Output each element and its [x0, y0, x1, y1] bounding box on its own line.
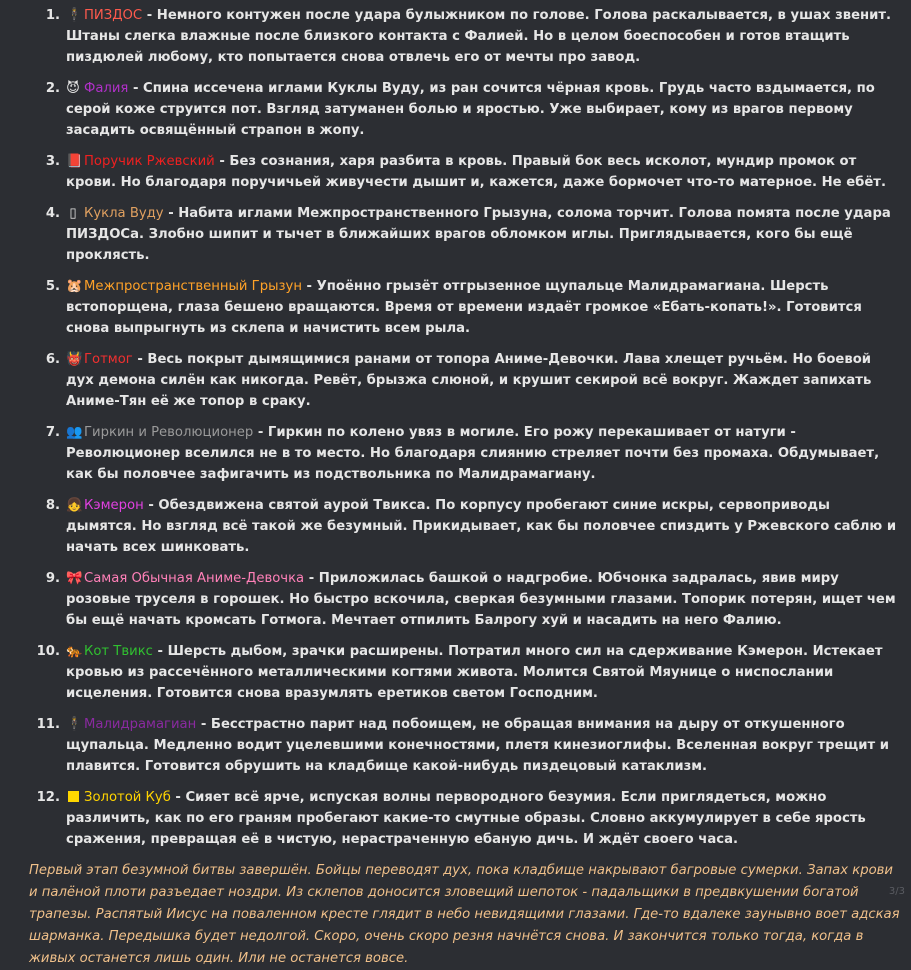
- fighter-status-text: - Обездвижена святой аурой Твикса. По корпусу пробегают синие искры, сервоприводы дымятся. Но взгляд всё такой же безумный. Прикидывает, как бы половчее спиздить у Ржевского саблю и начать всех шинковать.: [66, 498, 897, 555]
- fighter-entry: [45, 495, 899, 558]
- fighter-entry: [45, 568, 899, 631]
- fighter-status-text: - Немного контужен после удара булыжником по голове. Голова раскалывается, в ушах звенит. Штаны слегка влажные после близкого контакта с Фалией. Но в целом боеспособен и готов втащить пиздюлей любому, кто попытается снова отвлечь его от мечты про завод.: [66, 8, 892, 65]
- fighter-entry: [36, 714, 899, 777]
- fighter-name: Малидрамагиан: [84, 717, 197, 732]
- ogre-icon: 👹: [66, 352, 83, 367]
- fighter-status-text: - Без сознания, харя разбита в кровь. Правый бок весь исколот, мундир промок от крови. Но благодаря поручичьей живучести дышит и, кажется, даже бормочет что-то матерное. Не ебёт.: [66, 154, 886, 190]
- epilogue-paragraph: Первый этап безумной битвы завершён. Бойцы переводят дух, пока кладбище накрывают багровые сумерки. Запах крови и палёной плоти разъедает ноздри. Из склепов доносится зловещий шепоток - падальщики в предвкушении богатой трапезы. Распятый Иисус на поваленном кресте глядит в небо невидящими глазами. Где-то вдалеке заунывно воет адская шарманка. Передышка будет недолгой. Скоро, очень скоро резня начнётся снова. И закончится только тогда, когда в живых останется лишь один. Или не останется вовсе.: [29, 863, 900, 966]
- girl-icon: 👧: [66, 498, 83, 513]
- hamster-icon: 🐹: [66, 279, 83, 294]
- tiger-icon: 🐅: [66, 644, 83, 659]
- fighter-status-text: - Весь покрыт дымящимися ранами от топора Аниме-Девочки. Лава хлещет ручьём. Но боевой дух демона силён как никогда. Ревёт, брызжа слюной, и крушит секирой всё вокруг. Жаждет запихать Аниме-Тян её же топор в сраку.: [66, 352, 872, 409]
- fighter-entry: [45, 151, 899, 193]
- fighter-name: Гиркин и Революционер: [84, 425, 254, 440]
- fighter-status-text: - Сияет всё ярче, испуская волны первородного безумия. Если приглядеться, можно различить, как по его граням пробегают какие-то смутные образы. Словно аккумулирует в себе ярость сражения, превращая её в чистую, нерастраченную ебаную дичь. И ждёт своего часа.: [66, 790, 866, 847]
- page-counter[interactable]: 3/3: [888, 886, 905, 897]
- missing-glyph-icon: ▯: [69, 206, 77, 221]
- fighter-entry: [45, 422, 899, 485]
- fighter-name: Самая Обычная Аниме-Девочка: [84, 571, 305, 586]
- fighter-name: Фалия: [84, 81, 129, 96]
- entry-number: 10.: [36, 644, 60, 659]
- entry-number: 2.: [45, 81, 60, 96]
- fighter-entry: [36, 787, 899, 850]
- fighter-entry: [45, 276, 899, 339]
- two-people-icon: 👥: [66, 425, 83, 440]
- fighter-name: Межпространственный Грызун: [84, 279, 302, 294]
- book-icon: 📕: [66, 154, 83, 169]
- ribbon-icon: 🎀: [66, 571, 83, 586]
- entry-number: 4.: [45, 206, 60, 221]
- fighter-name: ПИЗДОС: [84, 8, 143, 23]
- man-in-suit-icon: 🕴: [66, 8, 83, 23]
- fighter-name: Поручик Ржевский: [84, 154, 215, 169]
- entry-number: 6.: [45, 352, 60, 367]
- entry-number: 12.: [36, 790, 60, 805]
- entry-number: 8.: [45, 498, 60, 513]
- fighter-name: Кэмерон: [84, 498, 144, 513]
- fighter-status-text: - Бесстрастно парит над побоищем, не обращая внимания на дыру от откушенного щупальца. Медленно водит уцелевшими конечностями, плетя кинезиоглифы. Вселенная вокруг трещит и плавится. Готовится обрушить на кладбище какой-нибудь пиздецовый катаклизм.: [66, 717, 889, 774]
- man-in-suit-icon: 🕴: [66, 717, 83, 732]
- entry-number: 7.: [45, 425, 60, 440]
- fighter-status-text: - Гиркин по колено увяз в могиле. Его рожу перекашивает от натуги - Революционер вселился не в то место. Но благодаря слиянию стреляет почти без промаха. Обдумывает, как бы половчее зафигачить из подствольника по Малидрамагиану.: [66, 425, 880, 482]
- entry-number: 5.: [45, 279, 60, 294]
- yellow-square-shape: [68, 791, 79, 802]
- fighter-status-text: - Набита иглами Межпространственного Грызуна, солома торчит. Голова помята после удара ПИЗДОСа. Злобно шипит и тычет в ближайших врагов обломком иглы. Приглядывается, кого бы ещё проклясть.: [66, 206, 891, 263]
- fighter-status-text: - Приложилась башкой о надгробие. Юбчонка задралась, явив миру розовые труселя в горошек. Но быстро вскочила, сверкая безумными глазами. Топорик потерян, ищет чем бы ещё начать кромсать Готмога. Мечтает отпилить Балрогу хуй и насадить на него Фалию.: [66, 571, 896, 628]
- entry-number: 3.: [45, 154, 60, 169]
- yellow-square-icon: [66, 787, 80, 808]
- fighter-name: Готмог: [84, 352, 133, 367]
- fighter-entry: [36, 641, 899, 704]
- fighter-entry: [45, 78, 899, 141]
- fighter-entry: [45, 5, 899, 68]
- fighter-status-text: - Спина иссечена иглами Куклы Вуду, из ран сочится чёрная кровь. Грудь часто вздымается, по серой коже струится пот. Взгляд затуманен болью и яростью. Уже выбирает, кому из врагов первому засадить освящённый страпон в жопу.: [66, 81, 875, 138]
- fighter-entry: [45, 203, 899, 266]
- fighter-list: [0, 5, 911, 850]
- fighter-name: Кукла Вуду: [84, 206, 164, 221]
- fighter-name: Золотой Куб: [84, 790, 171, 805]
- fighter-status-text: - Упоённо грызёт отгрызенное щупальце Малидрамагиана. Шерсть встопорщена, глаза бешено вращаются. Время от времени издаёт громкое «Ебать-копать!». Готовится снова выпрыгнуть из склепа и начистить всем рыла.: [66, 279, 862, 336]
- entry-number: 11.: [36, 717, 60, 732]
- fighter-status-text: - Шерсть дыбом, зрачки расширены. Потратил много сил на сдерживание Кэмерон. Истекает кровью из рассечённого металлическими когтями живота. Молится Святой Мяунице о ниспослании исцеления. Готовится снова вразумлять еретиков светом Господним.: [66, 644, 883, 701]
- smiling-devil-icon: 😈: [66, 81, 80, 96]
- entry-number: 9.: [45, 571, 60, 586]
- entry-number: 1.: [45, 8, 60, 23]
- fighter-name: Кот Твикс: [84, 644, 153, 659]
- fighter-entry: [45, 349, 899, 412]
